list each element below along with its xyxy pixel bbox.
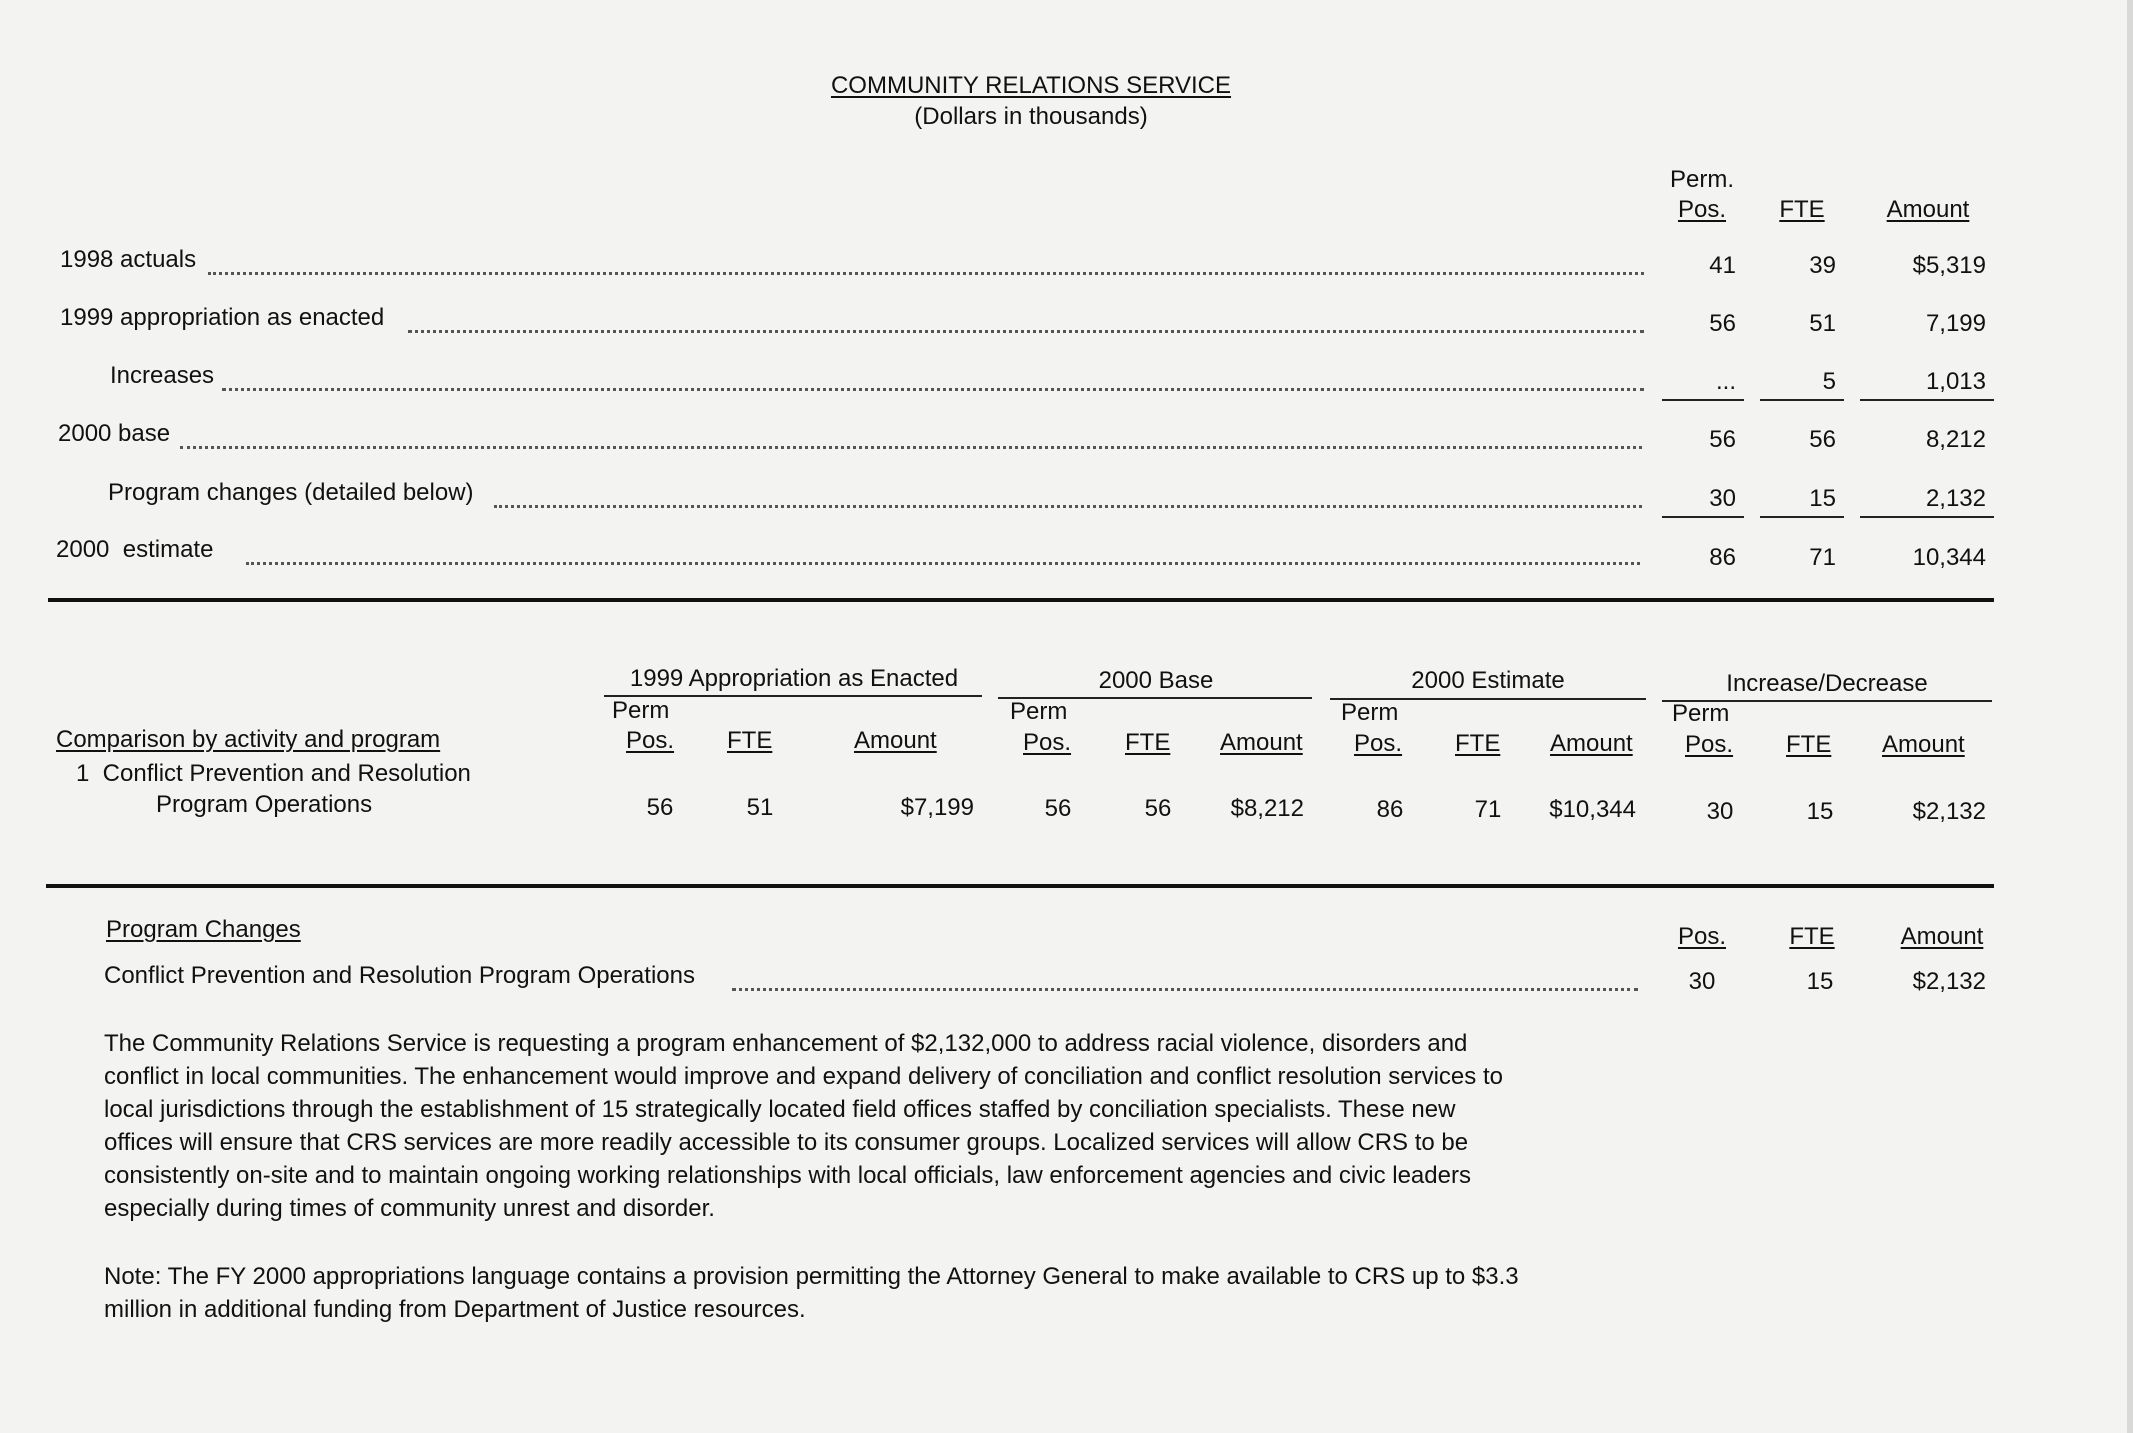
summary-row-amount: $5,319: [1912, 252, 1986, 279]
justification-paragraph: The Community Relations Service is requesting a program enhancement of $2,132,000 to address racial violence, disorders and conflict in local communities. The enhancement would improve and expand delivery of conciliation and conflict resolution services to local jurisdictions through the establishment of 15 strategically located field offices staffed by conciliation specialists. These new offices will ensure that CRS services are more readily accessible to its consumer groups. Localized services will allow CRS to be consistently on-site and to maintain ongoing working relationships with local officials, law enforcement agencies and civic leaders especially during times of community unrest and disorder.: [104, 1030, 1503, 1222]
comparison-cell-fte: 51: [746, 794, 774, 821]
summary-row-pos: 56: [1709, 426, 1736, 453]
summary-row-fte: 51: [1809, 310, 1836, 337]
comparison-cell-fte: 71: [1474, 796, 1502, 823]
summary-row-amount: 10,344: [1912, 544, 1986, 571]
subtotal-rule: [1760, 516, 1844, 518]
comparison-row-label: Program Operations: [156, 791, 373, 818]
program-changes-col-amount: Amount: [1900, 923, 1984, 950]
comparison-col-pos: Pos.: [1685, 731, 1734, 758]
comparison-col-fte: FTE: [1125, 729, 1171, 756]
summary-row-fte: 5: [1822, 368, 1836, 395]
page-edge-shadow: [2127, 0, 2133, 1433]
subtotal-rule: [1760, 399, 1844, 401]
summary-row-fte: 15: [1809, 485, 1836, 512]
leader-dots: [222, 388, 1644, 391]
comparison-cell-amount: $8,212: [1230, 795, 1304, 822]
summary-row-fte: 71: [1809, 544, 1836, 571]
comparison-col-pos: Pos.: [626, 727, 675, 754]
comparison-cell-amount: $10,344: [1549, 796, 1636, 823]
program-changes-cell-amount: $2,132: [1912, 968, 1986, 995]
leader-dots: [180, 446, 1642, 449]
section-divider: [46, 884, 1994, 888]
summary-row-pos: ...: [1715, 368, 1736, 395]
program-changes-col-pos: Pos.: [1677, 923, 1727, 950]
comparison-cell-fte: 56: [1144, 795, 1172, 822]
summary-row-fte: 56: [1809, 426, 1836, 453]
comparison-col-perm: Perm: [1010, 698, 1068, 725]
comparison-col-fte: FTE: [727, 727, 773, 754]
summary-col-perm: Perm.: [1669, 166, 1734, 193]
summary-row-label: Program changes (detailed below): [108, 479, 474, 506]
summary-col-fte: FTE: [1779, 196, 1825, 223]
subtotal-rule: [1860, 399, 1994, 401]
comparison-col-pos: Pos.: [1354, 730, 1403, 757]
comparison-col-amount: Amount: [1550, 730, 1633, 757]
page-title: COMMUNITY RELATIONS SERVICE: [830, 72, 1232, 99]
section-divider: [48, 598, 1994, 602]
leader-dots: [408, 330, 1644, 333]
comparison-col-fte: FTE: [1786, 731, 1832, 758]
comparison-cell-pos: 56: [1044, 795, 1072, 822]
subtotal-rule: [1860, 516, 1994, 518]
summary-row-label: 2000 estimate: [56, 536, 214, 563]
program-changes-cell-fte: 15: [1806, 968, 1834, 995]
summary-row-label: Increases: [110, 362, 215, 389]
comparison-col-fte: FTE: [1455, 730, 1501, 757]
comparison-col-perm: Perm: [612, 697, 670, 724]
comparison-cell-amount: $7,199: [900, 794, 974, 821]
summary-row-fte: 39: [1809, 252, 1836, 279]
summary-row-pos: 30: [1709, 485, 1736, 512]
summary-row-pos: 41: [1709, 252, 1736, 279]
program-changes-col-fte: FTE: [1789, 923, 1835, 950]
summary-row-amount: 1,013: [1925, 368, 1986, 395]
summary-col-pos: Pos.: [1677, 196, 1727, 223]
subtotal-rule: [1662, 399, 1744, 401]
comparison-col-amount: Amount: [1220, 729, 1303, 756]
comparison-col-pos: Pos.: [1023, 729, 1072, 756]
note-paragraph: Note: The FY 2000 appropriations language contains a provision permitting the Attorney General to make available to CRS up to $3.3 million in additional funding from Department of Justice resources.: [104, 1263, 1519, 1323]
comparison-group-title: 1999 Appropriation as Enacted: [629, 665, 959, 692]
leader-dots: [246, 562, 1640, 565]
summary-row-amount: 2,132: [1925, 485, 1986, 512]
summary-row-amount: 7,199: [1925, 310, 1986, 337]
comparison-row-label: 1 Conflict Prevention and Resolution: [76, 760, 471, 787]
summary-row-label: 2000 base: [58, 420, 171, 447]
leader-dots: [494, 505, 1642, 508]
comparison-cell-pos: 30: [1706, 798, 1734, 825]
page-subtitle: (Dollars in thousands): [914, 103, 1148, 130]
comparison-col-perm: Perm: [1672, 700, 1730, 727]
comparison-col-amount: Amount: [854, 727, 937, 754]
program-changes-heading: Program Changes: [106, 916, 301, 943]
comparison-col-perm: Perm: [1341, 699, 1399, 726]
comparison-cell-pos: 86: [1376, 796, 1404, 823]
program-changes-cell-pos: 30: [1688, 968, 1716, 995]
comparison-group-title: 2000 Estimate: [1411, 667, 1565, 694]
subtotal-rule: [1662, 516, 1744, 518]
comparison-cell-pos: 56: [646, 794, 674, 821]
summary-row-pos: 56: [1709, 310, 1736, 337]
comparison-group-title: 2000 Base: [1098, 667, 1214, 694]
comparison-col-amount: Amount: [1882, 731, 1965, 758]
comparison-group-title: Increase/Decrease: [1726, 670, 1928, 697]
summary-row-pos: 86: [1709, 544, 1736, 571]
comparison-heading: Comparison by activity and program: [56, 726, 441, 753]
summary-row-amount: 8,212: [1925, 426, 1986, 453]
summary-row-label: 1999 appropriation as enacted: [60, 304, 385, 331]
program-changes-row-label: Conflict Prevention and Resolution Program Operations: [104, 962, 695, 989]
leader-dots: [208, 272, 1644, 275]
summary-row-label: 1998 actuals: [60, 246, 197, 273]
comparison-cell-fte: 15: [1806, 798, 1834, 825]
summary-col-amount: Amount: [1886, 196, 1970, 223]
leader-dots: [732, 988, 1638, 991]
comparison-cell-amount: $2,132: [1912, 798, 1986, 825]
